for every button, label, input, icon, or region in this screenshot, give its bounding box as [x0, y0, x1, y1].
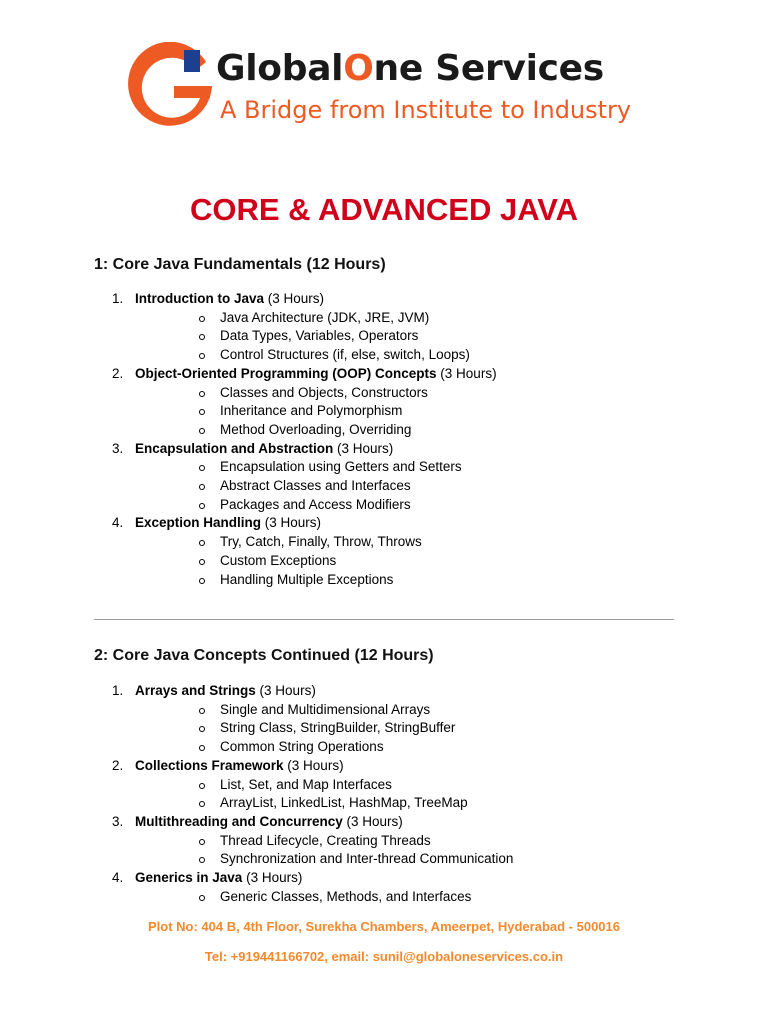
topic-name: Multithreading and Concurrency [135, 813, 343, 829]
subtopic-item: Data Types, Variables, Operators [135, 327, 695, 346]
subtopic-list [135, 533, 695, 589]
globalone-logo-icon [126, 42, 216, 132]
subtopic-item: Handling Multiple Exceptions [135, 571, 695, 590]
subtopic-item: Abstract Classes and Interfaces [135, 477, 695, 496]
subtopic-item: Thread Lifecycle, Creating Threads [135, 832, 695, 851]
topic-item [95, 869, 695, 906]
topic-number: 2. [112, 365, 124, 381]
subtopic-item: Packages and Access Modifiers [135, 496, 695, 515]
topic-hours: (3 Hours) [283, 757, 344, 773]
topic-number: 4. [112, 515, 124, 531]
topic-item [95, 514, 695, 589]
topic-name: Collections Framework [135, 757, 284, 773]
subtopic-list [135, 888, 695, 907]
document-title: CORE & ADVANCED JAVA [189, 192, 579, 227]
subtopic-item: Encapsulation using Getters and Setters [135, 458, 695, 477]
section-divider [94, 619, 674, 620]
topic-item [95, 757, 695, 813]
topic-number: 1. [112, 291, 124, 306]
topic-item [95, 290, 695, 365]
brand-name: GlobalOne Services [216, 48, 604, 89]
subtopic-item: Single and Multidimensional Arrays [135, 701, 695, 720]
topic-name: Object-Oriented Programming (OOP) Concepts [135, 365, 437, 381]
topic-number: 3. [112, 813, 124, 829]
topic-item [95, 440, 695, 515]
subtopic-item: String Class, StringBuilder, StringBuffer [135, 719, 695, 738]
subtopic-item: Common String Operations [135, 738, 695, 757]
subtopic-list [135, 832, 695, 869]
section-title: 2: Core Java Concepts Continued (12 Hours) [94, 647, 434, 664]
subtopic-item: Control Structures (if, else, switch, Loops) [135, 346, 695, 365]
subtopic-item: Generic Classes, Methods, and Interfaces [135, 888, 695, 907]
subtopic-item: List, Set, and Map Interfaces [135, 776, 695, 795]
subtopic-item: ArrayList, LinkedList, HashMap, TreeMap [135, 794, 695, 813]
topic-item [95, 365, 695, 440]
topic-hours: (3 Hours) [255, 683, 316, 698]
topic-name: Exception Handling [135, 515, 262, 531]
topic-list [95, 290, 695, 589]
topic-name: Generics in Java [135, 870, 243, 886]
footer-address: Plot No: 404 B, 4th Floor, Surekha Chambers, Ameerpet, Hyderabad - 500016 [147, 919, 620, 934]
page-header [0, 0, 768, 150]
subtopic-list [135, 701, 695, 757]
topic-name: Introduction to Java [135, 291, 265, 306]
topic-hours: (3 Hours) [261, 515, 322, 531]
subtopic-list [135, 384, 695, 440]
topic-hours: (3 Hours) [242, 870, 303, 886]
subtopic-list [135, 309, 695, 365]
subtopic-item: Classes and Objects, Constructors [135, 384, 695, 403]
topic-number: 2. [112, 757, 124, 773]
topic-hours: (3 Hours) [333, 440, 394, 456]
subtopic-item: Synchronization and Inter-thread Communication [135, 850, 695, 869]
topic-hours: (3 Hours) [436, 365, 497, 381]
topic-name: Arrays and Strings [135, 683, 256, 698]
subtopic-item: Method Overloading, Overriding [135, 421, 695, 440]
section-title: 1: Core Java Fundamentals (12 Hours) [94, 256, 386, 273]
topic-hours: (3 Hours) [264, 291, 325, 306]
subtopic-item: Inheritance and Polymorphism [135, 402, 695, 421]
brand-tagline: A Bridge from Institute to Industry [220, 96, 632, 124]
topic-number: 1. [112, 683, 124, 698]
topic-name: Encapsulation and Abstraction [135, 440, 334, 456]
subtopic-list [135, 458, 695, 514]
topic-item [95, 682, 695, 757]
topic-hours: (3 Hours) [342, 813, 403, 829]
subtopic-item: Try, Catch, Finally, Throw, Throws [135, 533, 695, 552]
subtopic-item: Custom Exceptions [135, 552, 695, 571]
subtopic-item: Java Architecture (JDK, JRE, JVM) [135, 309, 695, 328]
topic-number: 3. [112, 440, 124, 456]
subtopic-list [135, 776, 695, 813]
topic-item [95, 813, 695, 869]
footer-contact: Tel: +919441166702, email: sunil@globaloneservices.co.in [204, 949, 564, 964]
topic-list [95, 682, 695, 906]
topic-number: 4. [112, 870, 124, 886]
